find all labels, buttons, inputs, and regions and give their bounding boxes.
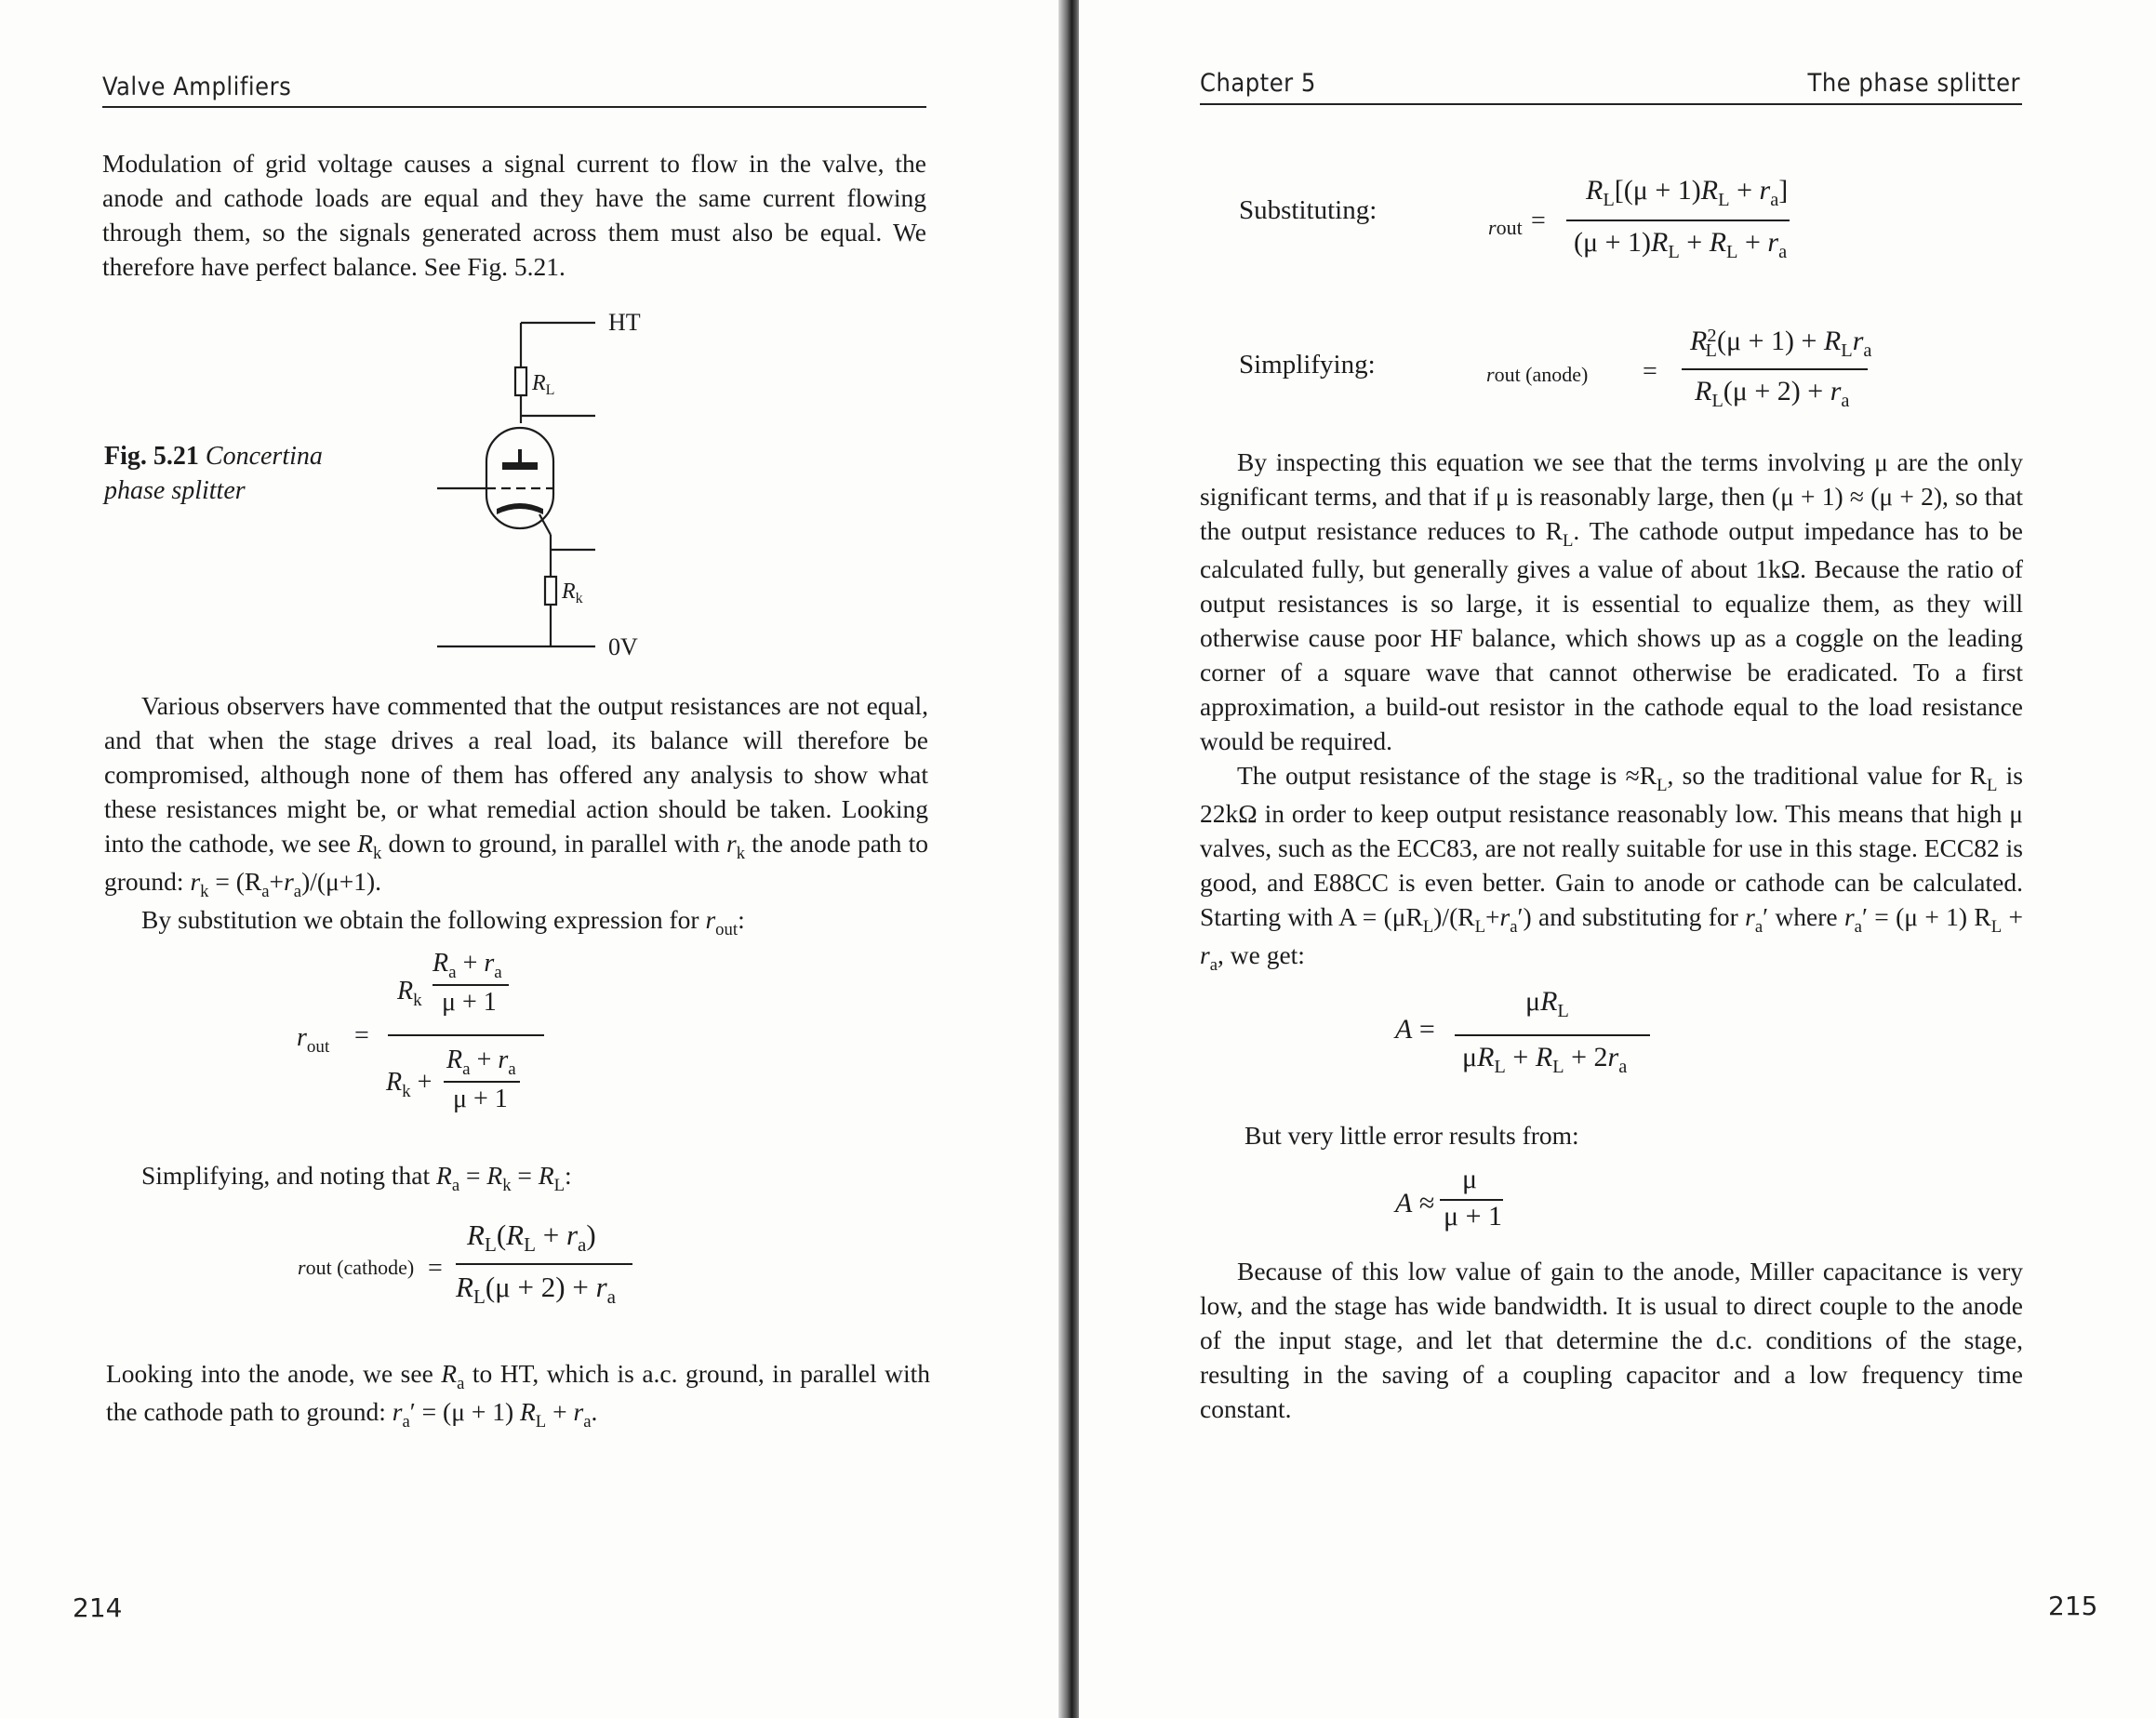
figure-caption <box>104 439 383 508</box>
zero-volt-label: 0V <box>608 633 638 660</box>
equation-gain-exact: A = $\mu R_L$ $\mu R_L + R_L + 2r_a$ <box>1395 986 1674 1088</box>
page-number: 214 <box>73 1592 123 1623</box>
equation-rout-cathode: rout (cathode) = $R_L(R_L + r_a)$ $R_L(\mu + 2) + r_a$ <box>298 1219 632 1312</box>
paragraph-intro: Modulation of grid voltage causes a signal current to flow in the valve, the anode and cathode loads are equal and they have the same current flowing through them, so the signals generated across them must also be equal. We therefore have perfect balance. See Fig. 5.21. <box>102 149 926 281</box>
ht-label: HT <box>608 312 641 336</box>
anode-load-resistor <box>515 367 526 395</box>
paragraph-inspecting: By inspecting this equation we see that the terms involving μ are the only significant terms, and that if μ is reasonably large, then (μ + 1) ≈ (μ + 2), so that the output resistance reduces to $R_L$. The cathode output impedance has to be calculated fully, but generally gives a value of about 1kΩ. Because the ratio of output resistances is so large, it is essential to equalize them, as they will otherwise cause poor HF balance, which shows up as a coggle on the leading corner of a square wave that cannot otherwise be eradicated. To a first approximation, a build-out resistor in the cathode equal to the load resistance would be required. The output resistance of the stage is $\approx R_L$, so the traditional value for $R_L$ is 22kΩ in order to keep output resistance reasonably low. This means that high μ valves, such as the ECC83, are not really suitable for use in this stage. ECC82 is good, and E88CC is even better. Gain to anode or cathode can be calculated. Starting with $A = (\mu R_L)/(R_L+r_a')$ and substituting for $r_a'$ where $r_a' = (\mu + 1) R_L + r_a$, we get: <box>1200 447 2024 975</box>
equation-gain-approx: A ≈ μ μ + 1 <box>1395 1164 1503 1232</box>
header-rule <box>102 106 926 108</box>
figure-title: Concertina phase splitter <box>104 442 323 505</box>
page-number: 215 <box>2048 1591 2098 1621</box>
equation-substituting: Substituting: rout = $R_L[(\mu + 1)R_L + r_a]$ $(\mu + 1)R_L + R_L + r_a$ <box>1239 175 1789 263</box>
concertina-circuit-diagram <box>437 312 670 660</box>
paragraph-little-error: But very little error results from: <box>1244 1121 1579 1150</box>
rk-label: $R_k$ <box>562 579 583 606</box>
running-head-section: The phase splitter <box>1807 69 2020 98</box>
equation-rout-compound: $r_{out}$ = $R_k$ $R_a + r_a$ μ + 1 $R_k$ + $R_a + r_a$ μ + 1 <box>293 949 553 1135</box>
running-head: Valve Amplifiers <box>102 73 292 101</box>
simplifying-line: Simplifying, and noting that $R_a = R_k = R_L$: <box>141 1161 572 1195</box>
paragraph-observers: Various observers have commented that the output resistances are not equal, and that when the stage drives a real load, its balance will therefore be compromised, although none of them has offered any analysis to show what these resistances might be, or what remedial action should be taken. Looking into the cathode, we see $R_k$ down to ground, in parallel with $r_k$ the anode path to ground: $r_k = (R_a+r_a)/(\mu+1)$. By substitution we obtain the following expression for $r_{out}$: <box>104 691 928 939</box>
running-head-chapter: Chapter 5 <box>1200 69 1316 98</box>
simplifying-label: Simplifying: <box>1239 350 1376 380</box>
left-page <box>0 0 1062 1718</box>
substituting-label: Substituting: <box>1239 195 1377 225</box>
triode-valve <box>486 428 553 528</box>
rl-label: $R_L$ <box>532 371 555 398</box>
equation-rout-anode: Simplifying: rout (anode) = $R^2_L(\mu + 1) + R_Lr_a$ $R_L(\mu + 2) + r_a$ <box>1239 325 1872 412</box>
header-rule <box>1200 103 2022 105</box>
right-page <box>1079 0 2156 1718</box>
cathode-load-resistor <box>545 577 556 605</box>
paragraph-miller: Because of this low value of gain to the anode, Miller capacitance is very low, and the stage has wide bandwidth. It is usual to direct couple to the anode of the input stage, and let that determine the d.c. conditions of the stage, resulting in the saving of a coupling capacitor and a low frequency time constant. <box>1200 1257 2023 1423</box>
anode-plate <box>502 462 538 470</box>
paragraph-anode: Looking into the anode, we see $R_a$ to HT, which is a.c. ground, in parallel with the cathode path to ground: $r_a' = (\mu + 1) R_L + r_a$. <box>106 1359 930 1432</box>
cathode-element <box>497 503 543 514</box>
figure-number: Fig. 5.21 <box>104 442 199 471</box>
